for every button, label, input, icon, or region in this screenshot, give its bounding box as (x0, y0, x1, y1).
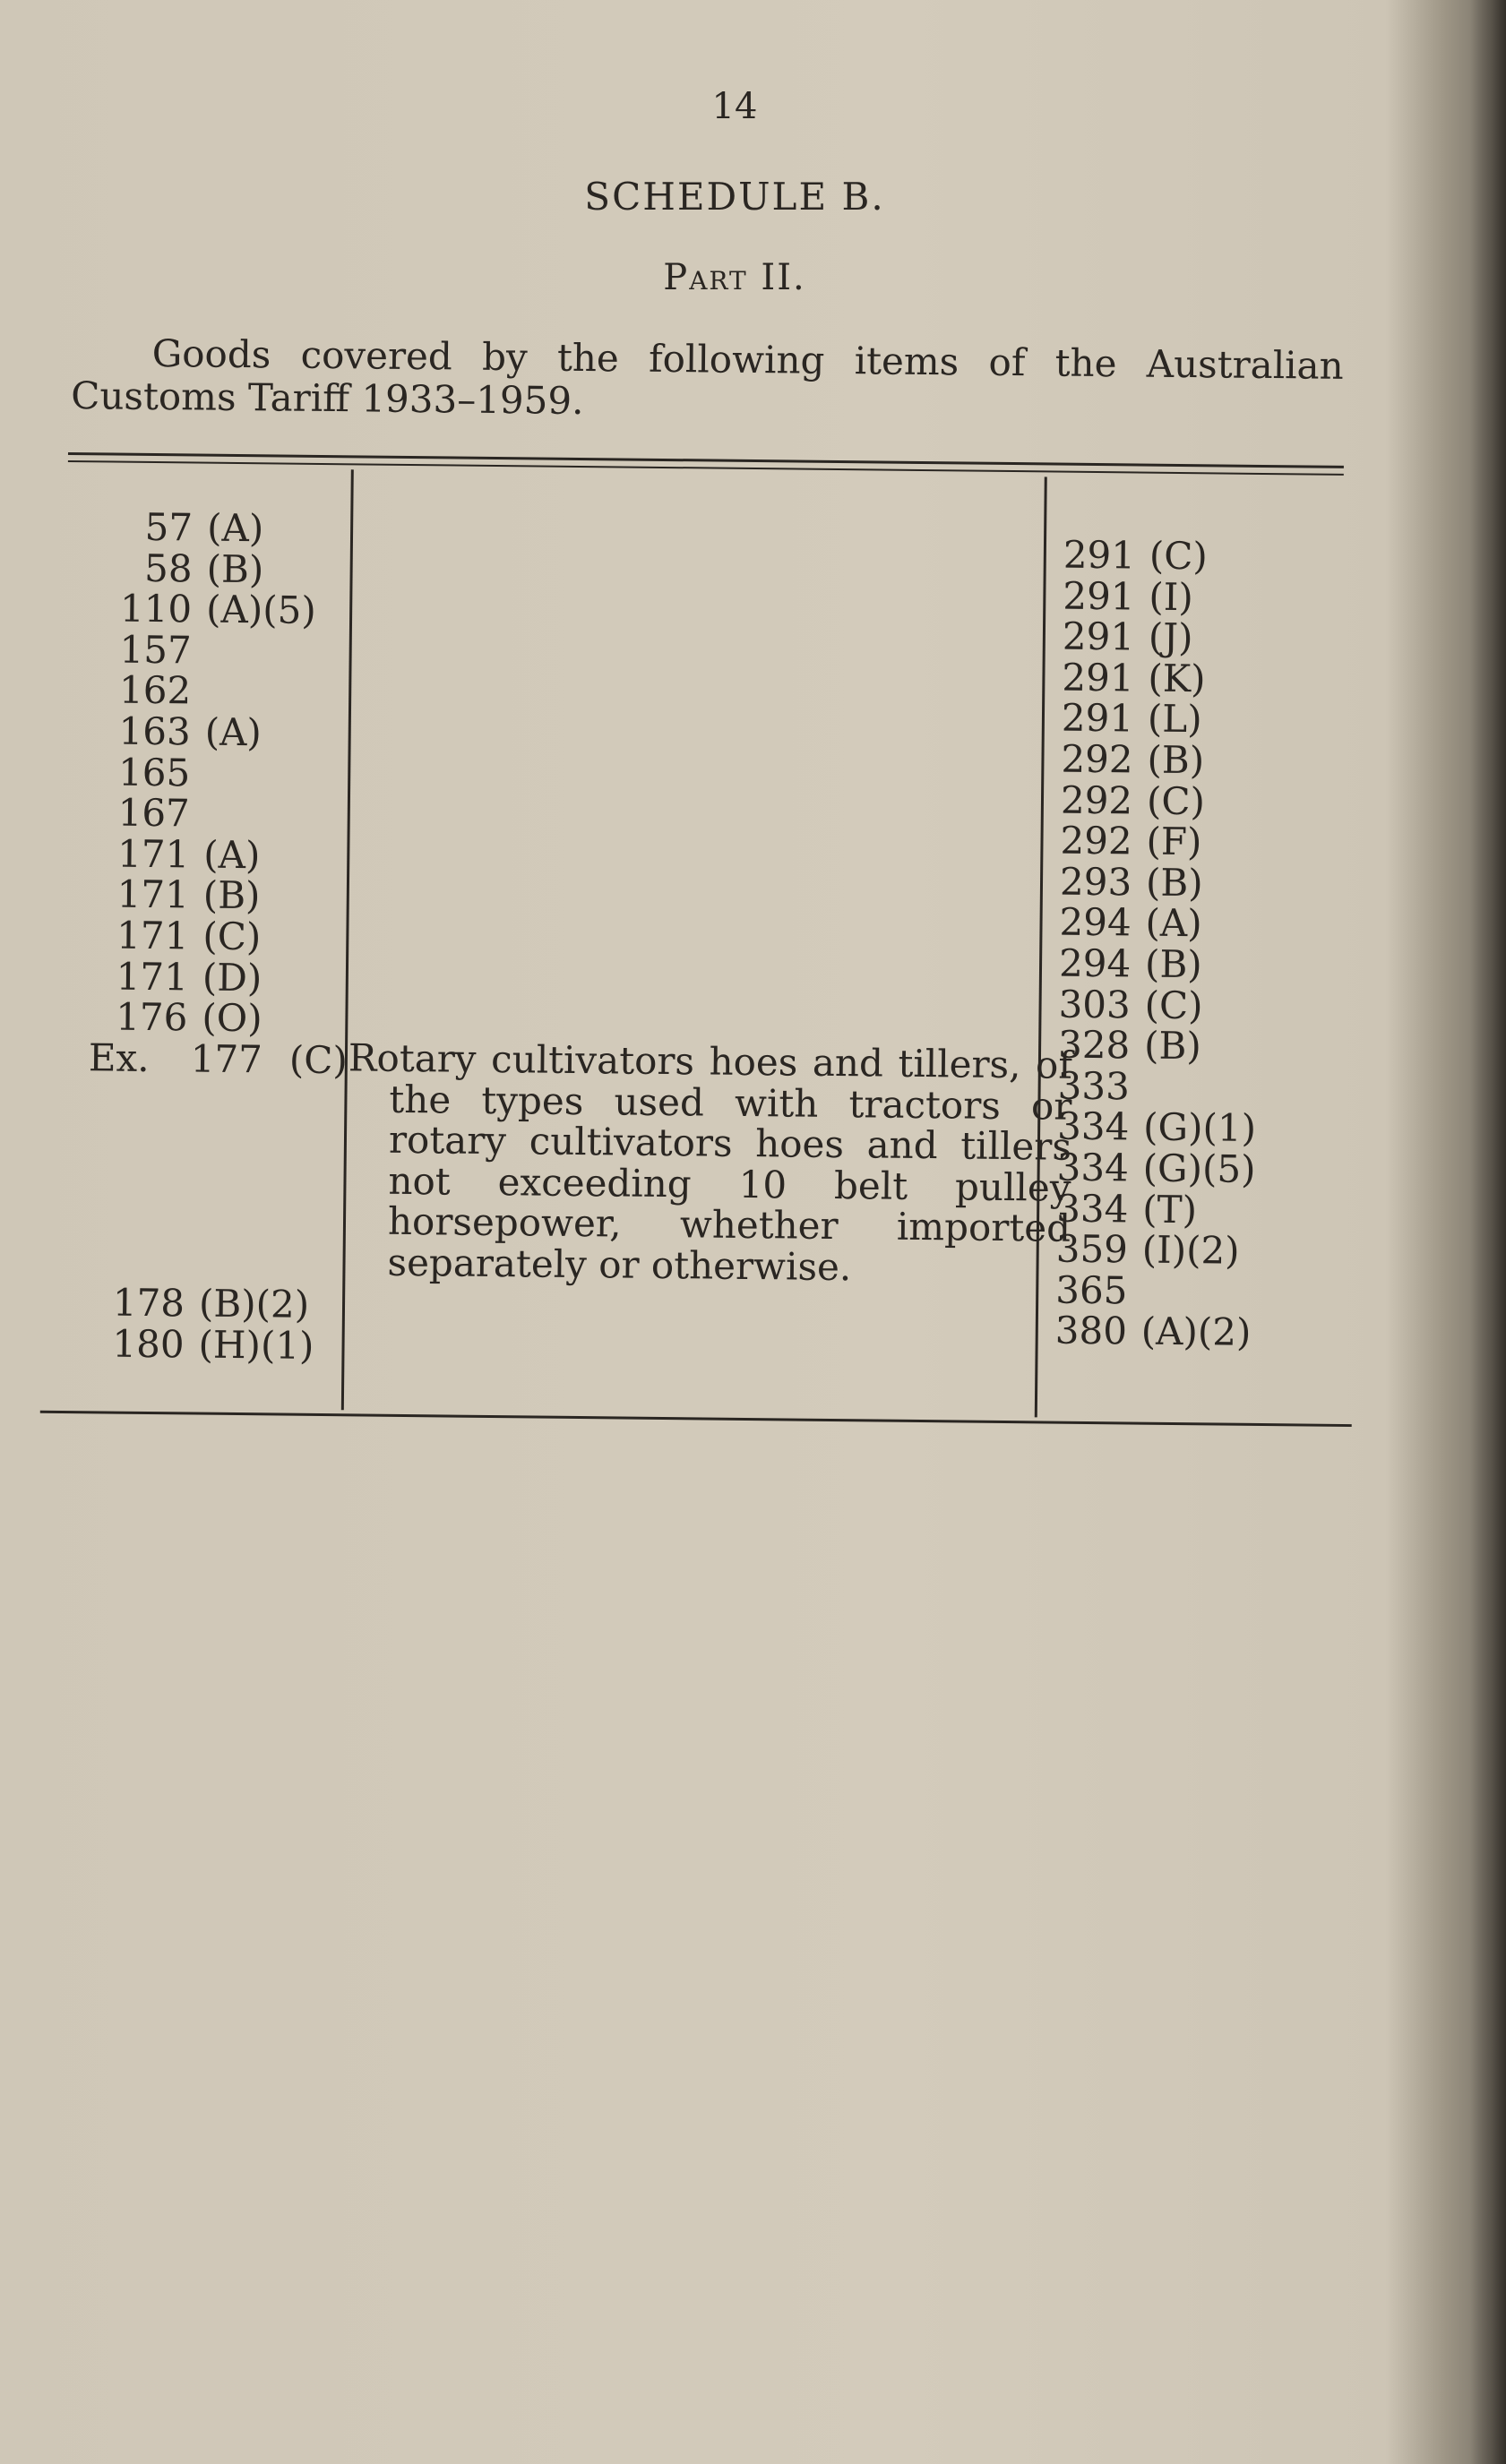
right-item-row (1056, 1147, 1325, 1191)
left-item-row-ex (88, 1035, 349, 1083)
tariff-table (57, 452, 1343, 1451)
tariff-item-subdivision: (L) (1147, 697, 1202, 742)
tariff-item-number: 292 (1061, 736, 1133, 782)
tariff-item-number: 359 (1055, 1226, 1129, 1272)
tariff-item-number: 165 (117, 750, 191, 795)
tariff-item-subdivision: (F) (1146, 819, 1202, 864)
tariff-item-subdivision: (O) (202, 995, 262, 1041)
tariff-item-subdivision: (B) (1143, 1023, 1202, 1069)
right-item-row (1061, 736, 1330, 783)
tariff-item-number: 291 (1062, 614, 1135, 659)
tariff-item-number: 171 (116, 913, 189, 958)
left-item-row (91, 792, 351, 836)
left-item-row (90, 833, 350, 877)
tariff-item-subdivision: (A)(5) (205, 587, 317, 633)
tariff-item-number: 365 (1055, 1267, 1128, 1313)
tariff-item-number: 178 (112, 1280, 185, 1326)
tariff-item-number: 291 (1061, 696, 1134, 741)
tariff-item-number: 380 (1054, 1308, 1128, 1353)
tariff-item-subdivision: (A) (204, 709, 262, 755)
page-number: 14 (711, 86, 758, 127)
tariff-item-number: 294 (1058, 940, 1132, 986)
tariff-item-number: 334 (1055, 1186, 1129, 1231)
tariff-item-number: 171 (116, 831, 190, 877)
tariff-item-subdivision (204, 794, 351, 836)
tariff-item-subdivision: (B) (1147, 737, 1205, 783)
tariff-item-number: 171 (116, 954, 189, 999)
table-top-rule-inner (68, 460, 1344, 476)
tariff-item-number: 157 (119, 627, 192, 673)
right-item-row (1059, 899, 1328, 946)
right-item-row (1062, 657, 1330, 700)
left-item-row (89, 996, 349, 1040)
tariff-item-subdivision (205, 671, 352, 713)
left-item-row (93, 588, 353, 631)
tariff-item-number: 177 (190, 1036, 263, 1082)
tariff-item-subdivision: (B) (1144, 941, 1202, 987)
tariff-item-subdivision (204, 752, 351, 794)
right-item-row (1063, 575, 1331, 619)
right-tariff-items (1054, 532, 1333, 1355)
tariff-item-subdivision: (C) (1146, 778, 1206, 823)
left-item-row (94, 506, 354, 550)
tariff-item-number: 167 (117, 790, 191, 836)
tariff-item-number: 333 (1057, 1063, 1131, 1109)
left-item-row (93, 547, 353, 591)
tariff-item-subdivision: (B) (206, 546, 264, 591)
tariff-item-number: 292 (1060, 818, 1132, 863)
left-tariff-items (85, 506, 354, 1366)
tariff-item-number: 176 (115, 994, 188, 1040)
left-item-row (92, 629, 352, 673)
tariff-item-number: 163 (118, 708, 191, 754)
tariff-item-subdivision: (I) (1149, 574, 1194, 619)
tariff-item-number: 334 (1056, 1145, 1130, 1190)
left-item-row (90, 871, 350, 918)
tariff-item-subdivision (1143, 1066, 1326, 1109)
left-column-spacer (86, 1078, 348, 1285)
schedule-title: SCHEDULE B. (584, 175, 885, 219)
tariff-item-number: 180 (112, 1321, 185, 1367)
goods-description: Rotary cultivators hoes and tillers, of the types used with tractors or rotary cultivators hoes and tillers not exceeding 10 belt pulley horsepower, whether imported separately or otherwise. (348, 1035, 1073, 1290)
right-item-row (1055, 1226, 1325, 1273)
page-edge-shadow (1470, 0, 1506, 2464)
tariff-item-subdivision: (C) (1149, 533, 1209, 579)
right-item-row (1056, 1188, 1325, 1232)
tariff-item-number: 57 (144, 504, 194, 550)
right-item-row (1057, 1022, 1327, 1069)
ex-prefix: Ex. (88, 1035, 150, 1080)
left-item-row (85, 1323, 345, 1367)
tariff-item-number: 328 (1057, 1022, 1131, 1068)
left-item-row (91, 751, 351, 795)
tariff-item-subdivision: (G)(5) (1142, 1146, 1256, 1191)
right-item-row (1062, 698, 1330, 742)
tariff-item-subdivision: (K) (1148, 656, 1206, 701)
tariff-item-number: 58 (143, 545, 193, 591)
right-item-row (1058, 940, 1328, 987)
right-item-row (1055, 1269, 1324, 1313)
tariff-item-subdivision: (J) (1148, 614, 1193, 660)
tariff-item-number: 293 (1059, 859, 1132, 905)
tariff-item-subdivision: (T) (1141, 1187, 1198, 1232)
tariff-item-subdivision: (B) (1145, 860, 1203, 906)
tariff-item-subdivision: (D) (202, 955, 262, 1000)
tariff-item-number: 303 (1058, 982, 1132, 1026)
tariff-item-subdivision: (C) (288, 1037, 349, 1083)
tariff-item-number: 291 (1063, 532, 1136, 578)
tariff-item-subdivision: (A) (206, 505, 264, 551)
tariff-item-number: 294 (1059, 899, 1132, 945)
right-item-row (1055, 1310, 1324, 1354)
right-item-row (1056, 1103, 1326, 1151)
right-item-row (1063, 616, 1331, 660)
table-top-rule (68, 452, 1344, 468)
tariff-item-number: 171 (116, 871, 190, 917)
tariff-item-number: 291 (1063, 573, 1135, 619)
tariff-item-subdivision: (I)(2) (1141, 1227, 1240, 1273)
tariff-item-subdivision: (G)(1) (1142, 1104, 1257, 1151)
left-item-row (92, 710, 352, 754)
tariff-item-subdivision: (C) (202, 914, 262, 959)
tariff-item-number: 334 (1056, 1103, 1130, 1149)
table-bottom-rule (40, 1411, 1352, 1427)
left-item-row (86, 1280, 346, 1327)
tariff-item-subdivision: (B) (202, 872, 261, 918)
tariff-item-subdivision (1141, 1270, 1324, 1313)
tariff-item-number: 162 (118, 667, 192, 713)
tariff-item-subdivision: (A) (203, 832, 261, 878)
left-item-row (92, 667, 352, 714)
tariff-item-number: 110 (119, 586, 193, 631)
tariff-item-number: 292 (1060, 777, 1133, 823)
tariff-item-subdivision: (H)(1) (198, 1322, 314, 1368)
tariff-item-subdivision: (A) (1145, 900, 1202, 946)
right-item-row (1061, 779, 1330, 823)
tariff-item-subdivision: (A)(2) (1140, 1309, 1252, 1355)
left-item-row (90, 956, 349, 1000)
intro-paragraph: Goods covered by the following items of the Australian Customs Tariff 1933–1959. (70, 331, 1344, 423)
right-item-row (1057, 1065, 1326, 1109)
right-item-row (1063, 532, 1332, 579)
right-item-row (1060, 861, 1329, 905)
right-item-row (1060, 820, 1329, 864)
part-title: Part II. (663, 257, 806, 298)
right-item-row (1058, 983, 1327, 1027)
tariff-item-subdivision: (C) (1144, 983, 1203, 1027)
tariff-item-number: 291 (1062, 655, 1134, 700)
tariff-item-subdivision: (B)(2) (198, 1281, 310, 1327)
left-item-row (90, 914, 349, 958)
tariff-item-subdivision (205, 630, 352, 672)
